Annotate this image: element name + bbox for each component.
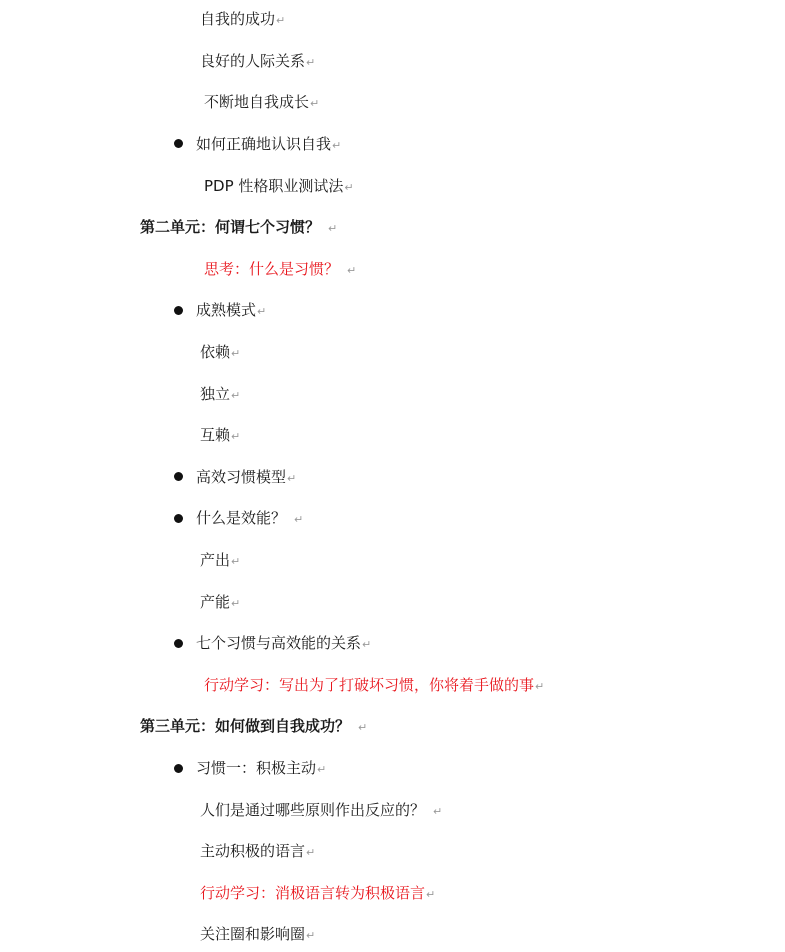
paragraph [204,92,319,112]
paragraph [200,9,285,29]
paragraph [200,883,435,903]
bullet-icon [174,764,183,773]
bullet-icon [174,639,183,648]
paragraph-mark-icon: ↵ [358,721,368,734]
paragraph-mark-icon: ↵ [257,305,267,318]
paragraph-mark-icon: ↵ [306,846,316,859]
paragraph-mark-icon: ↵ [535,680,545,693]
bullet-item [196,467,296,487]
paragraph [200,592,240,612]
paragraph-mark-icon: ↵ [317,763,327,776]
bullet-item [196,758,326,778]
bullet-item [196,134,341,154]
paragraph-mark-icon: ↵ [332,139,342,152]
paragraph-text: 思考：什么是习惯？ [204,260,340,278]
bullet-item-text: 成熟模式 [196,301,257,319]
bullet-item [196,633,371,653]
bullet-icon [174,306,183,315]
paragraph [200,384,240,404]
paragraph-text: 行动学习：写出为了打破坏习惯，你将着手做的事 [204,676,535,694]
paragraph-mark-icon: ↵ [231,555,241,568]
paragraph-text: 不断地自我成长 [204,93,310,111]
paragraph-mark-icon: ↵ [231,347,241,360]
bullet-item-text: 习惯一：积极主动 [196,759,317,777]
paragraph [200,342,240,362]
paragraph [200,841,315,861]
paragraph-mark-icon: ↵ [306,56,316,69]
paragraph-text: 依赖 [200,343,231,361]
paragraph-mark-icon: ↵ [231,597,241,610]
paragraph-text: 独立 [200,385,231,403]
paragraph-mark-icon: ↵ [433,805,443,818]
bullet-icon [174,139,183,148]
paragraph-mark-icon: ↵ [306,929,316,942]
paragraph-mark-icon: ↵ [231,430,241,443]
paragraph [204,259,356,279]
bullet-item-text: 如何正确地认识自我 [196,135,332,153]
paragraph-mark-icon: ↵ [287,472,297,485]
section-heading [140,217,337,237]
paragraph-mark-icon: ↵ [310,97,320,110]
paragraph-text: 自我的成功 [200,10,276,28]
paragraph [204,675,544,695]
paragraph-mark-icon: ↵ [231,389,241,402]
paragraph-text: 良好的人际关系 [200,52,306,70]
paragraph [200,924,315,944]
paragraph-text: 互赖 [200,426,231,444]
paragraph-text: 产能 [200,593,231,611]
paragraph [200,550,240,570]
paragraph-mark-icon: ↵ [362,638,372,651]
paragraph-text: 行动学习：消极语言转为积极语言 [200,884,426,902]
paragraph-text: 产出 [200,551,231,569]
paragraph-mark-icon: ↵ [426,888,436,901]
paragraph-mark-icon: ↵ [328,222,338,235]
paragraph [200,425,240,445]
paragraph [200,51,315,71]
paragraph [204,176,354,196]
paragraph-text: PDP 性格职业测试法 [204,177,344,195]
paragraph-text: 人们是通过哪些原则作出反应的？ [200,801,426,819]
paragraph-mark-icon: ↵ [344,181,354,194]
bullet-item-text: 高效习惯模型 [196,468,287,486]
paragraph-mark-icon: ↵ [294,513,304,526]
paragraph-text: 主动积极的语言 [200,842,306,860]
section-heading-text: 第三单元：如何做到自我成功？ [140,717,351,735]
bullet-icon [174,514,183,523]
paragraph-mark-icon: ↵ [347,264,357,277]
bullet-item [196,300,266,320]
bullet-item-text: 七个习惯与高效能的关系 [196,634,362,652]
paragraph-text: 关注圈和影响圈 [200,925,306,943]
bullet-item [196,508,303,528]
bullet-icon [174,472,183,481]
paragraph-mark-icon: ↵ [276,14,286,27]
bullet-item-text: 什么是效能？ [196,509,287,527]
section-heading [140,716,367,736]
paragraph [200,800,442,820]
section-heading-text: 第二单元：何谓七个习惯？ [140,218,321,236]
